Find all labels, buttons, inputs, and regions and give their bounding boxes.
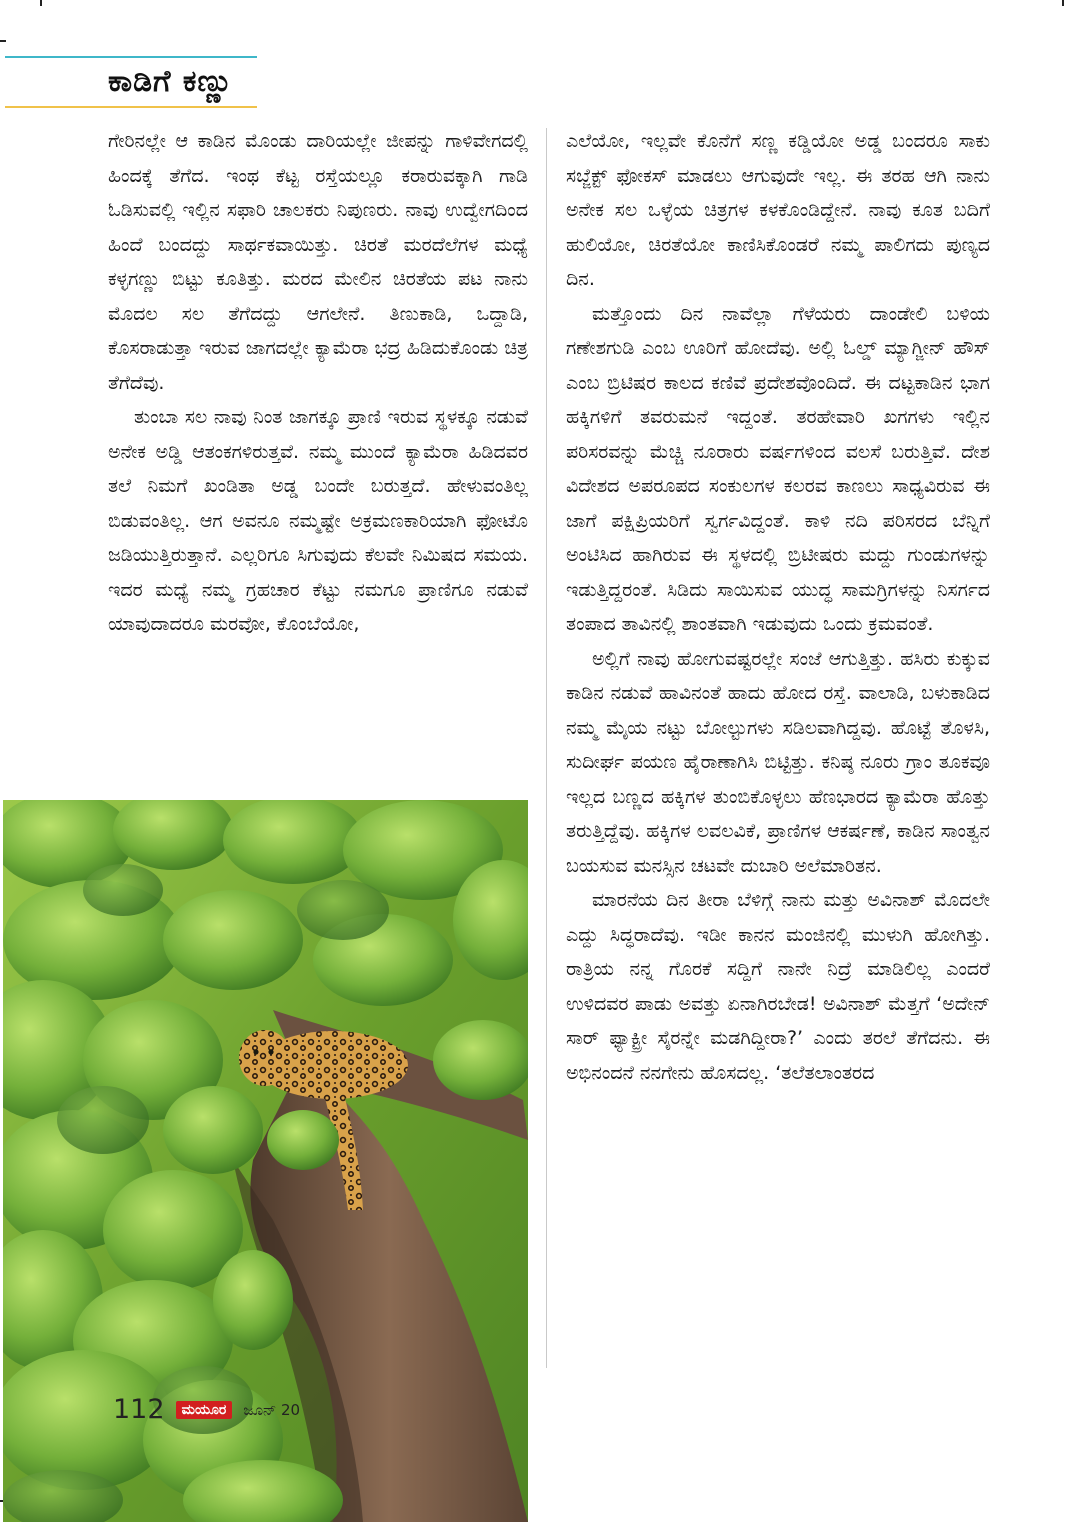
- header-rule-top: [5, 56, 257, 58]
- paragraph: ಅಲ್ಲಿಗೆ ನಾವು ಹೋಗುವಷ್ಟರಲ್ಲೇ ಸಂಜೆ ಆಗುತ್ತಿತ್ತು. ಹಸಿರು ಕುಕ್ಕುವ ಕಾಡಿನ ನಡುವೆ ಹಾವಿನಂತೆ ಹಾದು ಹೋದ ರಸ್ತೆ. ವಾಲಾಡಿ, ಬಳುಕಾಡಿದ ನಮ್ಮ ಮೈಯ ನಟ್ಟು ಬೋಲ್ಟುಗಳು ಸಡಿಲವಾಗಿದ್ದವು. ಹೊಟ್ಟೆ ತೊಳಸಿ, ಸುದೀರ್ಘ ಪಯಣ ಹೈರಾಣಾಗಿಸಿ ಬಿಟ್ಟಿತ್ತು. ಕನಿಷ್ಠ ನೂರು ಗ್ರಾಂ ತೂಕವೂ ಇಲ್ಲದ ಬಣ್ಣದ ಹಕ್ಕಿಗಳ ತುಂಬಿಕೊಳ್ಳಲು ಹೆಣಭಾರದ ಕ್ಯಾಮೆರಾ ಹೊತ್ತು ತರುತ್ತಿದ್ದೆವು. ಹಕ್ಕಿಗಳ ಲವಲವಿಕೆ, ಪ್ರಾಣಿಗಳ ಆಕರ್ಷಣೆ, ಕಾಡಿನ ಸಾಂತ್ವನ ಬಯಸುವ ಮನಸ್ಸಿನ ಚಟವೇ ದುಬಾರಿ ಅಲೆಮಾರಿತನ.: [566, 647, 990, 877]
- paragraph: ಗೇರಿನಲ್ಲೇ ಆ ಕಾಡಿನ ಮೊಂಡು ದಾರಿಯಲ್ಲೇ ಜೀಪನ್ನು ಗಾಳಿವೇಗದಲ್ಲಿ ಹಿಂದಕ್ಕೆ ತೆಗೆದ. ಇಂಥ ಕೆಟ್ಟ ರಸ್ತೆಯಲ್ಲೂ ಕರಾರುವಕ್ಕಾಗಿ ಗಾಡಿ ಓಡಿಸುವಲ್ಲಿ ಇಲ್ಲಿನ ಸಫಾರಿ ಚಾಲಕರು ನಿಪುಣರು. ನಾವು ಉದ್ವೇಗದಿಂದ ಹಿಂದೆ ಬಂದದ್ದು ಸಾರ್ಥಕವಾಯಿತ್ತು. ಚಿರತೆ ಮರದೆಲೆಗಳ ಮಧ್ಯೆ ಕಳ್ಳಗಣ್ಣು ಬಿಟ್ಟು ಕೂತಿತ್ತು. ಮರದ ಮೇಲಿನ ಚಿರತೆಯ ಪಟ ನಾನು ಮೊದಲ ಸಲ ತೆಗೆದದ್ದು ಆಗಲೇನೆ. ತಿಣುಕಾಡಿ, ಒದ್ದಾಡಿ, ಕೊಸರಾಡುತ್ತಾ ಇರುವ ಜಾಗದಲ್ಲೇ ಕ್ಯಾಮೆರಾ ಭದ್ರ ಹಿಡಿದುಕೊಂಡು ಚಿತ್ರ ತೆಗೆದೆವು.: [108, 130, 528, 394]
- paragraph: ಮತ್ತೊಂದು ದಿನ ನಾವೆಲ್ಲಾ ಗೆಳೆಯರು ದಾಂಡೇಲಿ ಬಳಿಯ ಗಣೇಶಗುಡಿ ಎಂಬ ಊರಿಗೆ ಹೋದೆವು. ಅಲ್ಲಿ ಓಲ್ಡ್ ಮ್ಯಾಗ್ಜೀನ್ ಹೌಸ್ ಎಂಬ ಬ್ರಿಟಿಷರ ಕಾಲದ ಕಣಿವೆ ಪ್ರದೇಶವೊಂದಿದೆ. ಈ ದಟ್ಟಕಾಡಿನ ಭಾಗ ಹಕ್ಕಿಗಳಿಗೆ ತವರುಮನೆ ಇದ್ದಂತೆ. ತರಹೇವಾರಿ ಖಗಗಳು ಇಲ್ಲಿನ ಪರಿಸರವನ್ನು ಮೆಚ್ಚಿ ನೂರಾರು ವರ್ಷಗಳಿಂದ ವಲಸೆ ಬರುತ್ತಿವೆ. ದೇಶ ವಿದೇಶದ ಅಪರೂಪದ ಸಂಕುಲಗಳ ಕಲರವ ಕಾಣಲು ಸಾಧ್ಯವಿರುವ ಈ ಜಾಗೆ ಪಕ್ಷಿಪ್ರಿಯರಿಗೆ ಸ್ವರ್ಗವಿದ್ದಂತೆ. ಕಾಳಿ ನದಿ ಪರಿಸರದ ಬೆನ್ನಿಗೆ ಅಂಟಿಸಿದ ಹಾಗಿರುವ ಈ ಸ್ಥಳದಲ್ಲಿ ಬ್ರಿಟೀಷರು ಮದ್ದು ಗುಂಡುಗಳನ್ನು ಇಡುತ್ತಿದ್ದರಂತೆ. ಸಿಡಿದು ಸಾಯಿಸುವ ಯುದ್ಧ ಸಾಮಗ್ರಿಗಳನ್ನು ನಿಸರ್ಗದ ತಂಪಾದ ತಾವಿನಲ್ಲಿ ಶಾಂತವಾಗಿ ಇಡುವುದು ಒಂದು ಕ್ರಮವಂತೆ.: [566, 302, 990, 635]
- crop-mark: [40, 0, 42, 6]
- page-number: 112: [113, 1394, 165, 1425]
- article-column-left: [108, 124, 528, 774]
- paragraph: ಮಾರನೆಯ ದಿನ ತೀರಾ ಬೆಳಿಗ್ಗೆ ನಾನು ಮತ್ತು ಅವಿನಾಶ್ ಮೊದಲೇ ಎದ್ದು ಸಿದ್ಧರಾದೆವು. ಇಡೀ ಕಾನನ ಮಂಜಿನಲ್ಲಿ ಮುಳುಗಿ ಹೋಗಿತ್ತು. ರಾತ್ರಿಯ ನನ್ನ ಗೊರಕೆ ಸದ್ದಿಗೆ ನಾನೇ ನಿದ್ರೆ ಮಾಡಿಲಿಲ್ಲ ಎಂದರೆ ಉಳಿದವರ ಪಾಡು ಅವತ್ತು ಏನಾಗಿರಬೇಡ! ಅವಿನಾಶ್ ಮೆತ್ತಗೆ ‘ಅದೇನ್ ಸಾರ್ ಫ್ಯಾಕ್ಟ್ರೀ ಸೈರನ್ನೇ ಮಡಗಿದ್ದೀರಾ?’ ಎಂದು ತರಲೆ ತೆಗೆದನು. ಈ ಅಭಿನಂದನೆ ನನಗೇನು ಹೊಸದಲ್ಲ. ‘ತಲೆತಲಾಂತರದ: [566, 889, 990, 1084]
- magazine-logo: ಮಯೂರ: [176, 1401, 233, 1419]
- crop-mark: [0, 40, 6, 42]
- paragraph: ಎಲೆಯೋ, ಇಲ್ಲವೇ ಕೊನೆಗೆ ಸಣ್ಣ ಕಡ್ಡಿಯೋ ಅಡ್ಡ ಬಂದರೂ ಸಾಕು ಸಬ್ಜೆಕ್ಟ್ ಫೋಕಸ್ ಮಾಡಲು ಆಗುವುದೇ ಇಲ್ಲ. ಈ ತರಹ ಆಗಿ ನಾನು ಅನೇಕ ಸಲ ಒಳ್ಳೆಯ ಚಿತ್ರಗಳ ಕಳಕೊಂಡಿದ್ದೇನೆ. ನಾವು ಕೂತ ಬದಿಗೆ ಹುಲಿಯೋ, ಚಿರತೆಯೋ ಕಾಣಿಸಿಕೊಂಡರೆ ನಮ್ಮ ಪಾಲಿಗದು ಪುಣ್ಯದ ದಿನ.: [566, 130, 990, 290]
- paragraph: ತುಂಬಾ ಸಲ ನಾವು ನಿಂತ ಜಾಗಕ್ಕೂ ಪ್ರಾಣಿ ಇರುವ ಸ್ಥಳಕ್ಕೂ ನಡುವೆ ಅನೇಕ ಅಡ್ಡಿ ಆತಂಕಗಳಿರುತ್ತವೆ. ನಮ್ಮ ಮುಂದೆ ಕ್ಯಾಮೆರಾ ಹಿಡಿದವರ ತಲೆ ನಿಮಗೆ ಖಂಡಿತಾ ಅಡ್ಡ ಬಂದೇ ಬರುತ್ತದೆ. ಹೇಳುವಂತಿಲ್ಲ ಬಿಡುವಂತಿಲ್ಲ. ಆಗ ಅವನೂ ನಮ್ಮಷ್ಟೇ ಅಕ್ರಮಣಕಾರಿಯಾಗಿ ಫೋಟೊ ಜಡಿಯುತ್ತಿರುತ್ತಾನೆ. ಎಲ್ಲರಿಗೂ ಸಿಗುವುದು ಕೆಲವೇ ನಿಮಿಷದ ಸಮಯ. ಇದರ ಮಧ್ಯೆ ನಮ್ಮ ಗ್ರಹಚಾರ ಕೆಟ್ಟು ನಮಗೂ ಪ್ರಾಣಿಗೂ ನಡುವೆ ಯಾವುದಾದರೂ ಮರವೋ, ಕೊಂಬೆಯೋ,: [108, 406, 528, 635]
- section-header: [0, 56, 262, 112]
- section-title: ಕಾಡಿಗೆ ಕಣ್ಣು: [108, 64, 234, 99]
- issue-date: ಜೂನ್ 20: [243, 1400, 301, 1419]
- column-divider: [546, 128, 547, 1368]
- page-footer: [113, 1394, 300, 1428]
- crop-mark: [1062, 0, 1064, 6]
- header-rule-bottom: [5, 106, 257, 108]
- article-column-right: [566, 124, 990, 1384]
